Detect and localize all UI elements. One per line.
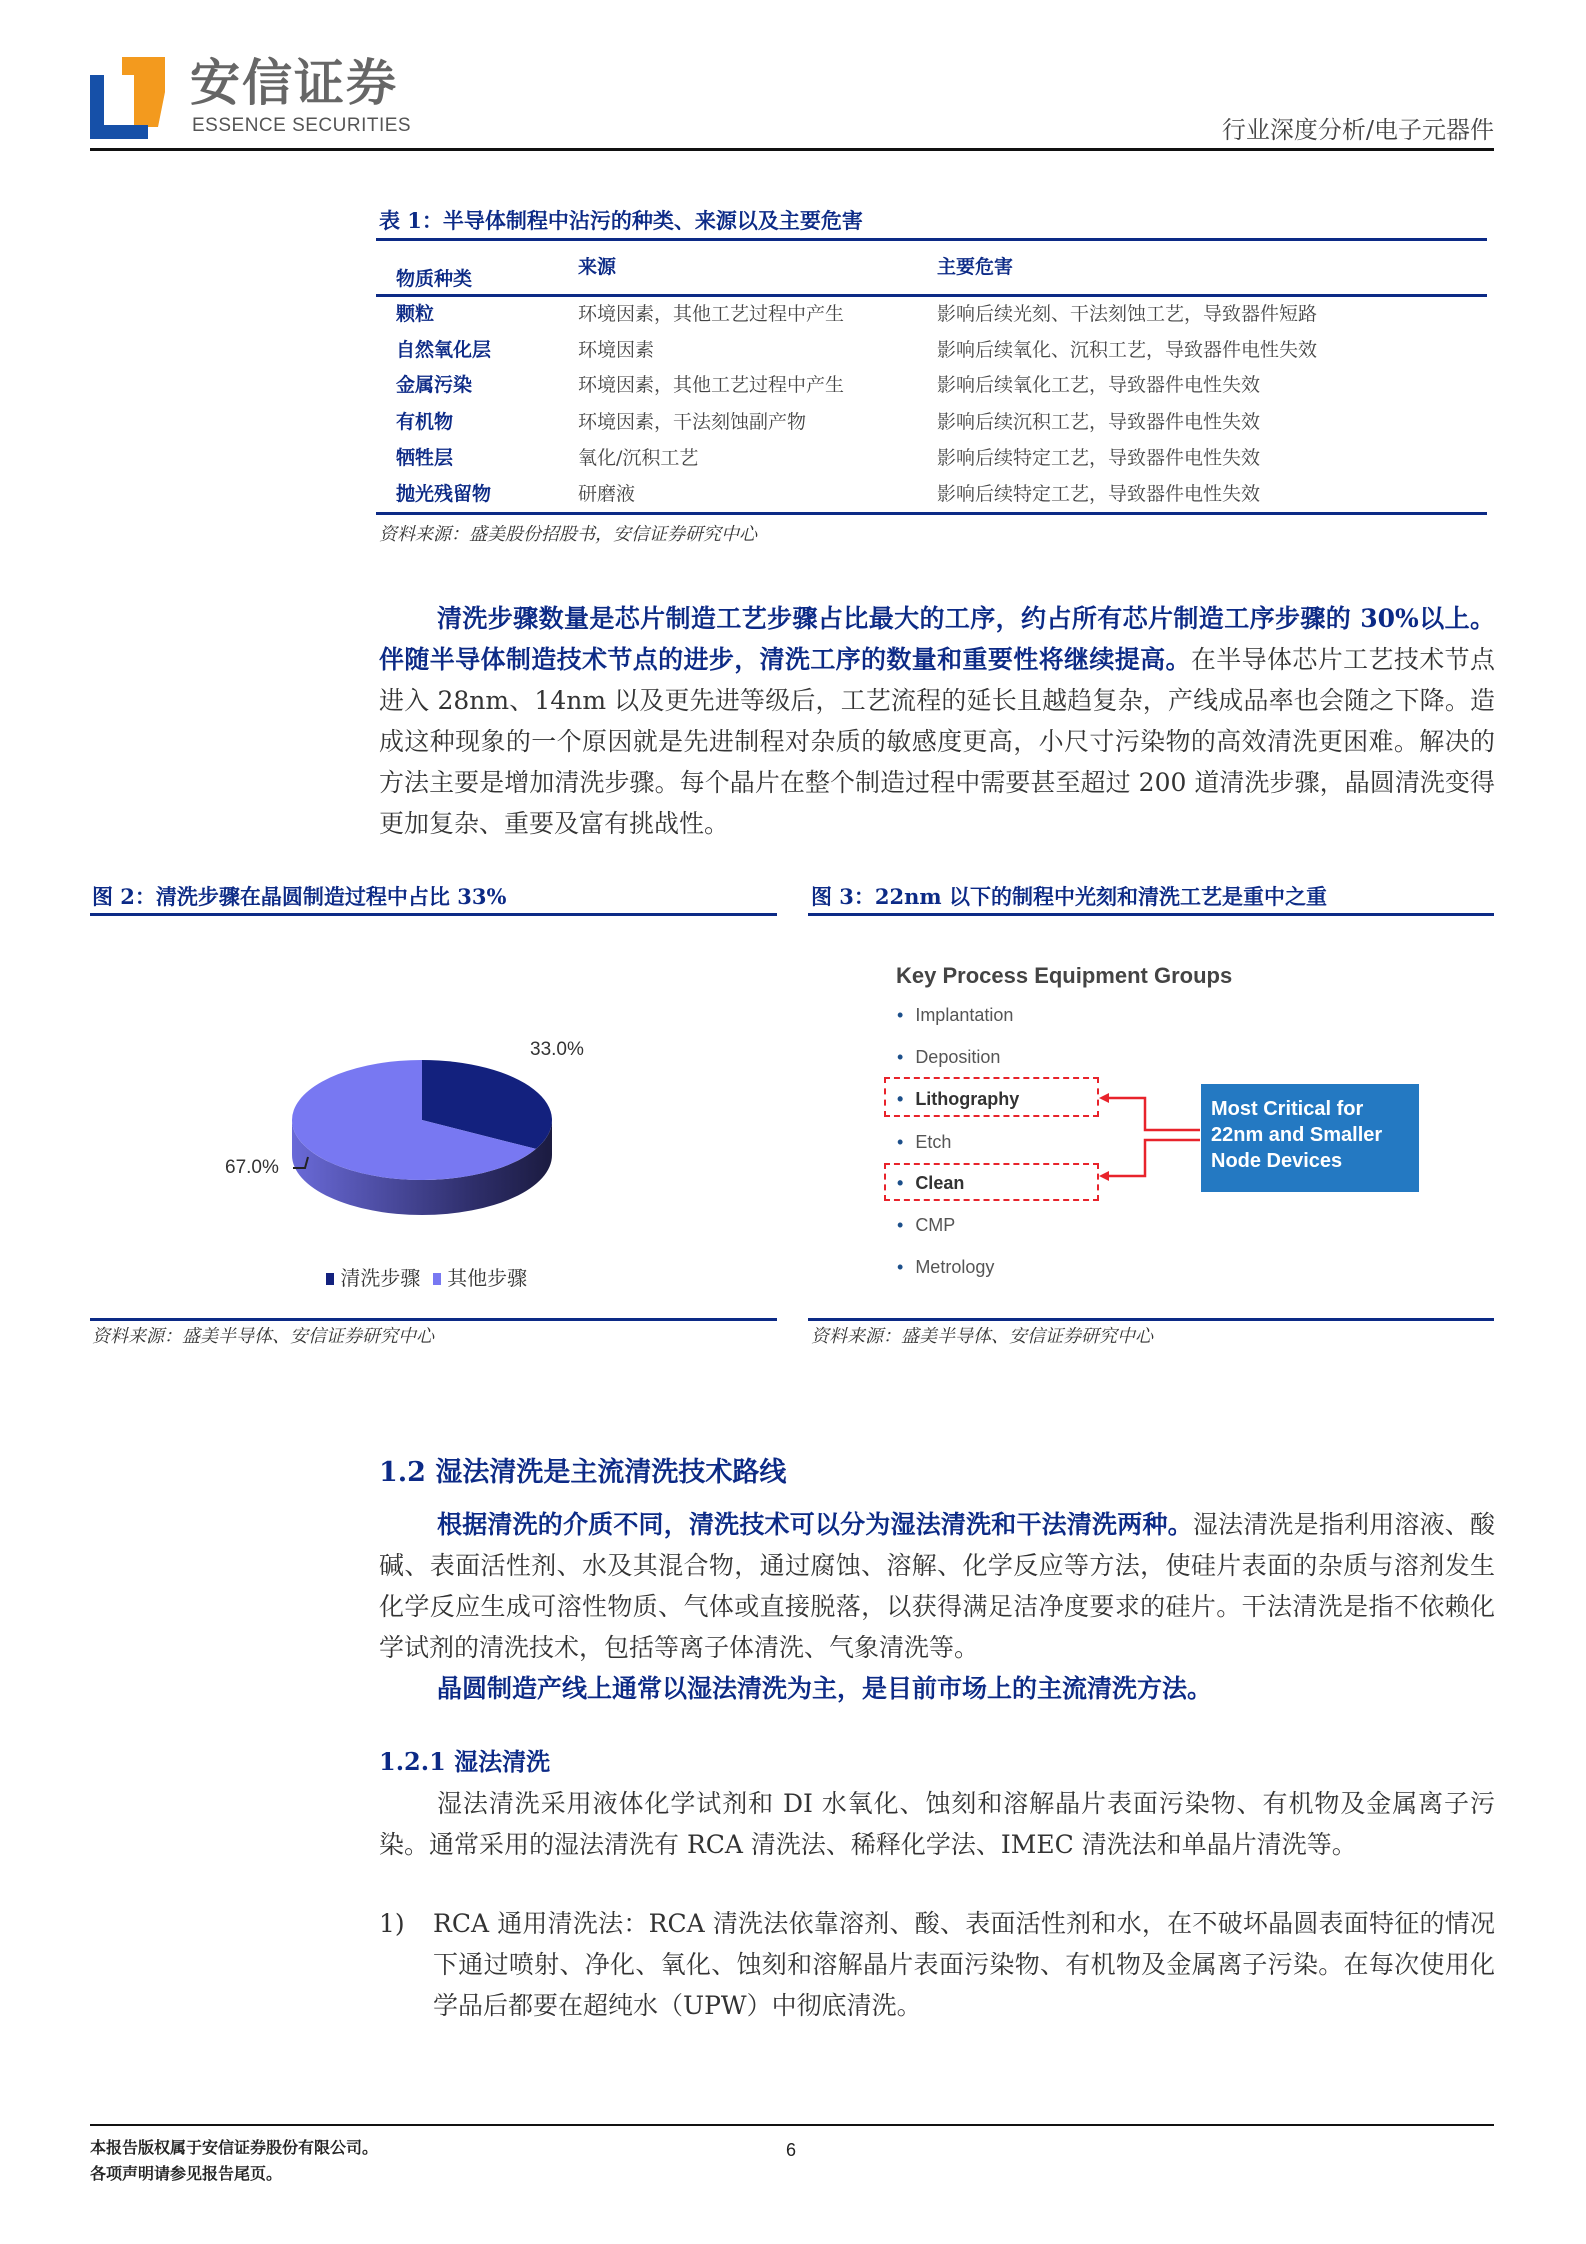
callout-line: Most Critical for	[1211, 1098, 1364, 1120]
cell-substance: 金属污染	[396, 374, 473, 396]
item-label: Implantation	[915, 1005, 1014, 1025]
section-heading-1-2-1: 1.2.1 湿法清洗	[379, 1747, 551, 1776]
fig3-bottom-rule	[808, 1318, 1494, 1321]
table-bottom-rule	[376, 512, 1487, 515]
logo-text-cn: 安信证券	[190, 54, 398, 112]
table-header-row	[376, 256, 1487, 295]
cell-source: 环境因素，干法刻蚀副产物	[578, 411, 807, 433]
paragraph-mainstream	[379, 1668, 1495, 1709]
bullet-icon: •	[897, 1173, 904, 1193]
table-row	[376, 482, 1487, 512]
fig3-caption: 图 3：22nm 以下的制程中光刻和清洗工艺是重中之重	[811, 884, 1327, 909]
item-label: Deposition	[915, 1047, 1001, 1067]
page-number: 6	[786, 2140, 797, 2160]
fig3-top-rule	[808, 913, 1494, 916]
fig2-source: 资料来源：盛美半导体、安信证券研究中心	[92, 1326, 434, 1347]
pie-legend	[326, 1266, 527, 1290]
equipment-group-item	[897, 1256, 994, 1278]
bullet-icon: •	[897, 1089, 904, 1109]
item-label: Clean	[915, 1173, 965, 1193]
logo	[90, 57, 165, 139]
cell-substance: 有机物	[396, 411, 454, 433]
table-source: 资料来源：盛美股份招股书，安信证券研究中心	[379, 524, 757, 545]
equipment-group-item	[897, 1004, 1013, 1026]
legend-swatch-cleaning	[326, 1273, 334, 1285]
fig3-source: 资料来源：盛美半导体、安信证券研究中心	[811, 1326, 1153, 1347]
cell-hazard: 影响后续特定工艺，导致器件电性失效	[937, 483, 1261, 505]
fig3-title: Key Process Equipment Groups	[896, 963, 1233, 988]
pie-label-cleaning: 33.0%	[530, 1039, 584, 1060]
cell-hazard: 影响后续沉积工艺，导致器件电性失效	[937, 411, 1261, 433]
cell-substance: 牺牲层	[396, 447, 454, 469]
item-label: CMP	[915, 1215, 956, 1235]
cell-source: 环境因素，其他工艺过程中产生	[578, 374, 845, 396]
table-row	[376, 373, 1487, 403]
cell-hazard: 影响后续氧化工艺，导致器件电性失效	[937, 374, 1261, 396]
equipment-group-item	[897, 1046, 1000, 1068]
paragraph-wet-cleaning: 湿法清洗采用液体化学试剂和 DI 水氧化、蚀刻和溶解晶片表面污染物、有机物及金属离子污染。通常采用的湿法清洗有 RCA 清洗法、稀释化学法、IMEC 清洗法和单晶片清洗等。	[379, 1789, 1495, 1859]
item-label: Lithography	[915, 1089, 1020, 1109]
equipment-group-item	[897, 1131, 951, 1153]
fig2-top-rule	[90, 913, 777, 916]
pie-chart	[90, 920, 777, 1260]
paragraph-wet-dry	[379, 1504, 1495, 1668]
paragraph-bold: 根据清洗的介质不同，清洗技术可以分为湿法清洗和干法清洗两种。	[437, 1510, 1193, 1539]
logo-mark-icon	[90, 57, 165, 139]
cell-source: 氧化/沉积工艺	[578, 447, 699, 469]
report-category: 行业深度分析/电子元器件	[1221, 116, 1494, 144]
cell-source: 研磨液	[578, 483, 636, 505]
table-row	[376, 302, 1487, 332]
cell-substance: 颗粒	[396, 303, 435, 325]
body-flow	[0, 598, 1586, 2026]
paragraph-text: 在半导体芯片工艺技术节点进入 28nm、14nm 以及更先进等级后，工艺流程的延长且越趋复杂，产线成品率也会随之下降。造成这种现象的一个原因就是先进制程对杂质的敏感度更高，小尺寸污染物的高效清洗更困难。解决的方法主要是增加清洗步骤。每个晶片在整个制造过程中需要甚至超过 200 道清洗步骤，晶圆清洗变得更加复杂、重要及富有挑战性。	[379, 645, 1495, 838]
table-caption: 表 1：半导体制程中沾污的种类、来源以及主要危害	[379, 208, 863, 233]
bullet-icon: •	[897, 1047, 904, 1067]
callout-line: Node Devices	[1211, 1150, 1343, 1172]
footer-disclaimer: 各项声明请参见报告尾页。	[90, 2164, 283, 2183]
bullet-icon: •	[897, 1005, 904, 1025]
fig2-bottom-rule	[90, 1318, 777, 1321]
header-divider	[90, 148, 1494, 151]
item-label: Etch	[915, 1132, 952, 1152]
cell-substance: 抛光残留物	[396, 483, 492, 505]
footer-divider	[90, 2124, 1494, 2126]
cell-substance: 自然氧化层	[396, 339, 492, 361]
col-header: 来源	[578, 256, 617, 278]
callout-line: 22nm and Smaller	[1211, 1124, 1383, 1146]
paragraph-cleaning-steps	[379, 598, 1495, 844]
arrow-connectors-icon	[1095, 1090, 1205, 1185]
table-row	[376, 410, 1487, 440]
list-item-rca: RCA 通用清洗法：RCA 清洗法依靠溶剂、酸、表面活性剂和水，在不破坏晶圆表面特征的情况下通过喷射、净化、氧化、蚀刻和溶解晶片表面污染物、有机物及金属离子污染。在每次使用化学品后都要在超纯水（UPW）中彻底清洗。	[433, 1909, 1495, 2020]
legend-swatch-other	[433, 1273, 441, 1285]
fig2-caption: 图 2：清洗步骤在晶圆制造过程中占比 33%	[92, 884, 507, 909]
footer-copyright: 本报告版权属于安信证券股份有限公司。	[90, 2138, 379, 2157]
highlight-box-clean	[884, 1163, 1099, 1201]
legend-label: 其他步骤	[447, 1266, 528, 1290]
table-header-rule	[376, 294, 1487, 297]
paragraph-bold: 晶圆制造产线上通常以湿法清洗为主，是目前市场上的主流清洗方法。	[437, 1674, 1213, 1703]
item-label: Metrology	[915, 1257, 995, 1277]
cell-hazard: 影响后续氧化、沉积工艺，导致器件电性失效	[937, 339, 1318, 361]
highlight-box-lithography	[884, 1077, 1099, 1117]
legend-label: 清洗步骤	[340, 1266, 421, 1290]
callout-most-critical	[1201, 1084, 1419, 1192]
cell-hazard: 影响后续光刻、干法刻蚀工艺，导致器件短路	[937, 303, 1318, 325]
pie-label-other: 67.0%	[225, 1157, 279, 1178]
list-number: 1)	[379, 1909, 405, 1938]
col-header: 物质种类	[396, 268, 473, 290]
col-header: 主要危害	[937, 256, 1014, 278]
logo-text-en: ESSENCE SECURITIES	[192, 115, 412, 136]
bullet-icon: •	[897, 1215, 904, 1235]
cell-source: 环境因素	[578, 339, 655, 361]
paragraph-bold: 清洗步骤数量是芯片制造工艺步骤占比最大的工序，约占所有芯片制造工序步骤的 30%以上。伴随半导体制造技术节点的进步，清洗工序的数量和重要性将继续提高。	[379, 604, 1495, 674]
table-row	[376, 338, 1487, 368]
cell-hazard: 影响后续特定工艺，导致器件电性失效	[937, 447, 1261, 469]
paragraph-text: 湿法清洗是指利用溶液、酸碱、表面活性剂、水及其混合物，通过腐蚀、溶解、化学反应等方法，使硅片表面的杂质与溶剂发生化学反应生成可溶性物质、气体或直接脱落，以获得满足洁净度要求的硅片。干法清洗是指不依赖化学试剂的清洗技术，包括等离子体清洗、气象清洗等。	[379, 1510, 1495, 1662]
cell-source: 环境因素，其他工艺过程中产生	[578, 303, 845, 325]
bullet-icon: •	[897, 1132, 904, 1152]
figures-row	[0, 876, 1586, 1456]
table-row	[376, 446, 1487, 476]
equipment-group-item	[897, 1214, 955, 1236]
list-item	[379, 1903, 1495, 2026]
bullet-icon: •	[897, 1257, 904, 1277]
section-heading-1-2: 1.2 湿法清洗是主流清洗技术路线	[379, 1457, 787, 1488]
table-top-rule	[376, 238, 1487, 241]
